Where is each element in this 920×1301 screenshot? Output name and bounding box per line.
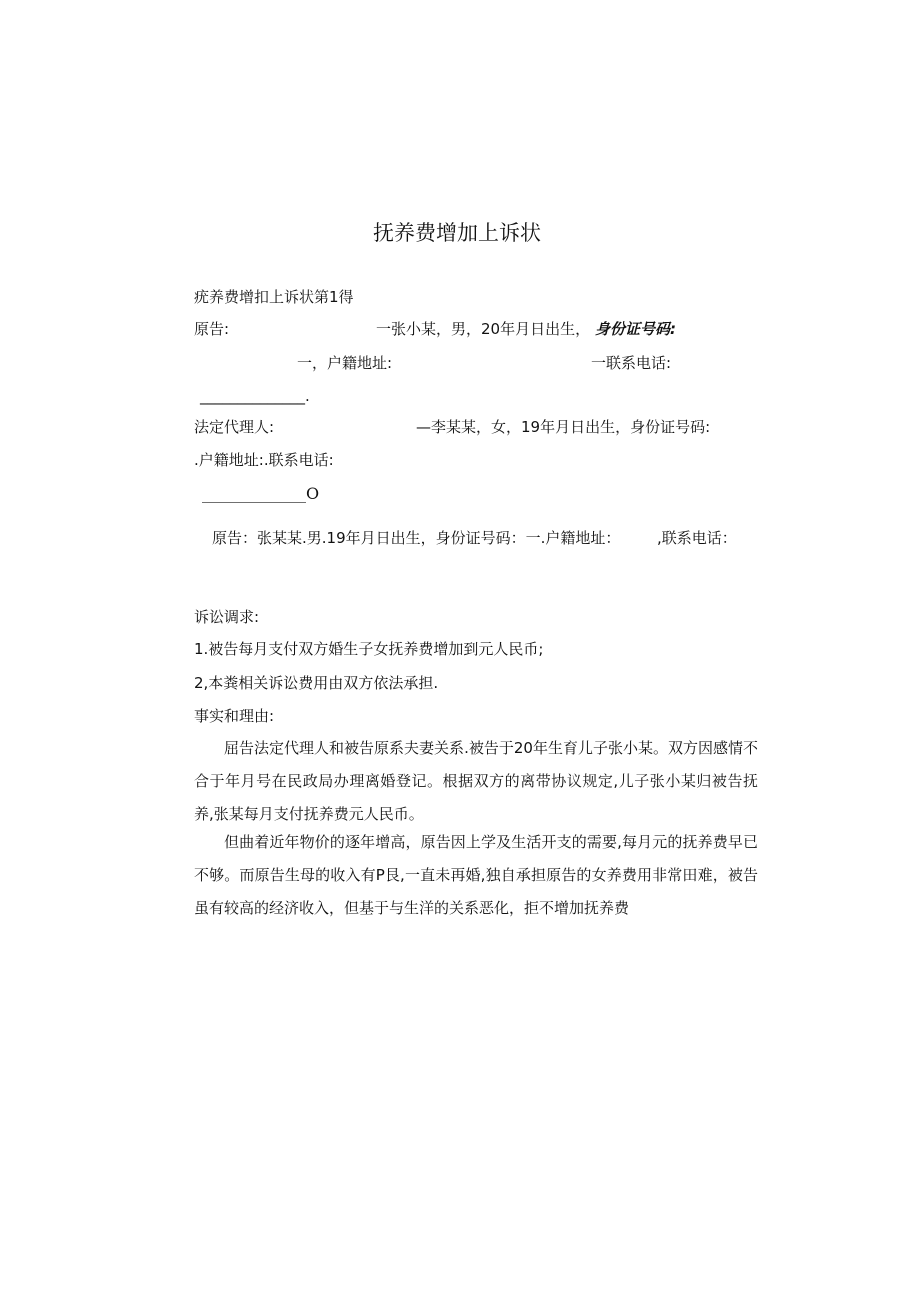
blank-line-1: ______________.: [200, 387, 310, 405]
facts-label: 事实和理由:: [194, 707, 275, 725]
document-subtitle: 疣养费增扣上诉状第1得: [194, 288, 354, 306]
contact-phone-label: 一联系电话:: [591, 354, 672, 372]
agent-label: 法定代理人:: [194, 418, 275, 436]
plaintiff-info: 一张小某，男，20年月日出生，: [376, 320, 591, 338]
claim-2: 2,本粪相关诉讼费用由双方依法承担.: [194, 674, 439, 692]
agent-address-phone: .户籍地址:.联系电话:: [194, 451, 334, 469]
agent-info: —李某某，女，19年月日出生，身份证号码:: [416, 418, 711, 436]
claims-label: 诉讼调求:: [194, 608, 260, 626]
claim-1: 1.被告每月支付双方婚生子女抚养费增加到元人民币;: [194, 640, 544, 658]
document-title: 抚养费增加上诉状: [373, 221, 541, 245]
facts-paragraph-2: 但曲着近年物价的逐年增高，原告因上学及生活开支的需要,每月元的抚养费早已不够。而原告生母的收入有P艮,一直未再婚,独自承担原告的女养费用非常田难，被告虽有较高的经济收入，但基于与生洋的关系恶化，拒不增加抚养费: [194, 833, 758, 917]
defendant-line: 原告：张某某.男.19年月日出生，身份证号码：一.户籍地址：: [212, 529, 621, 547]
plaintiff-label: 原告:: [194, 320, 230, 338]
blank-line-2: _____________O: [202, 484, 320, 503]
household-address-label: 一，户籍地址:: [297, 354, 393, 372]
id-number-label: 身份证号码:: [595, 320, 676, 338]
defendant-phone: ,联系电话：: [657, 529, 737, 547]
facts-paragraph-1: 屈告法定代理人和被告原系夫妻关系.被告于20年生育儿子张小某。双方因感情不合于年月号在民政局办理离婚登记。根据双方的离带协议规定,儿子张小某归被告抚养,张某每月支付抚养费元人民币。: [194, 739, 758, 823]
